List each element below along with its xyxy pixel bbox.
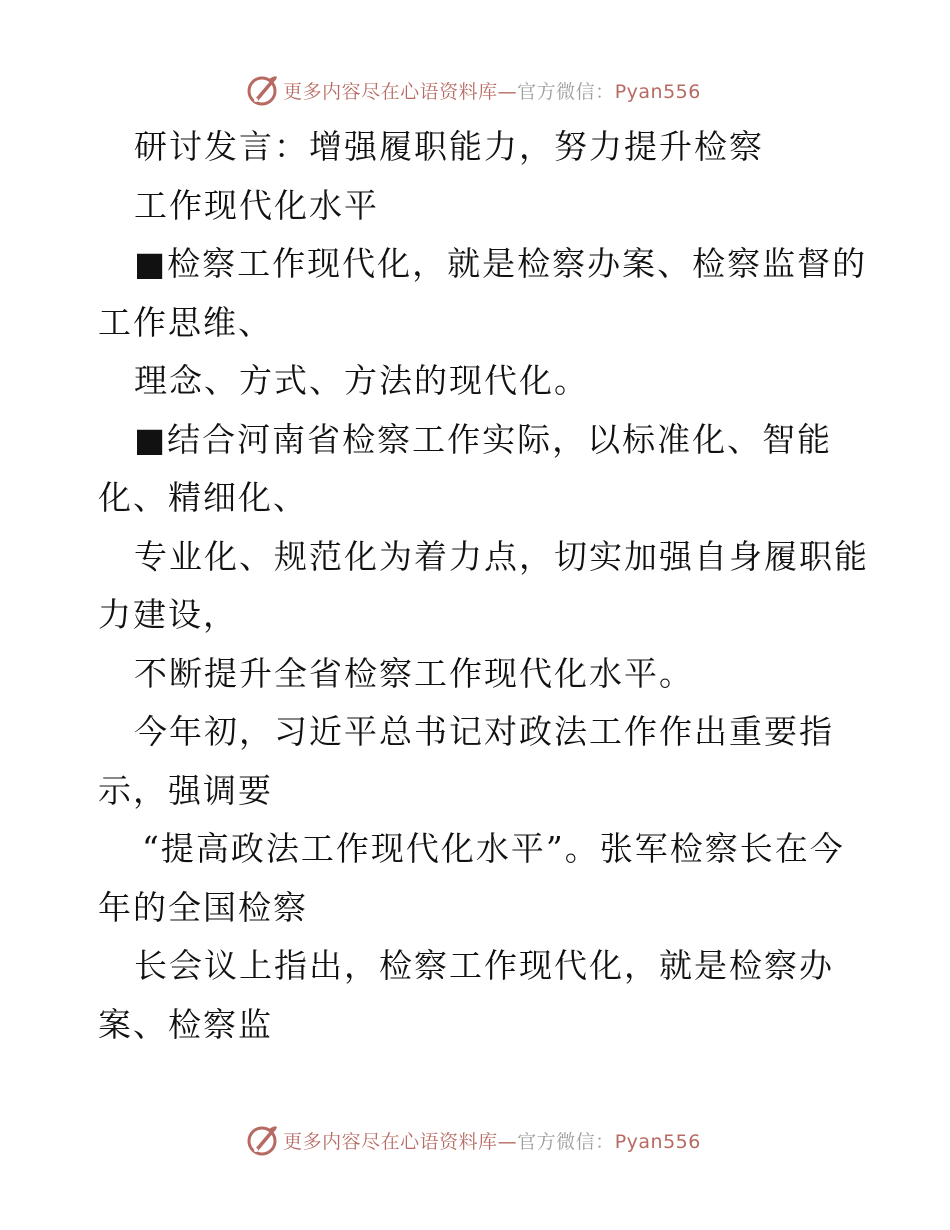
quill-logo-icon xyxy=(245,1123,279,1157)
header-banner xyxy=(0,68,950,112)
paragraph-line: 今年初，习近平总书记对政法工作作出重要指 xyxy=(134,712,834,751)
header-banner-text xyxy=(283,77,701,104)
paragraph-line: ■检察工作现代化，就是检察办案、检察监督的 xyxy=(134,244,868,283)
header-banner-title: 更多内容尽在心语资料库— xyxy=(283,80,518,103)
paragraph-line: 力建设， xyxy=(98,595,238,634)
paragraph-line: ■结合河南省检察工作实际，以标准化、智能 xyxy=(134,419,833,459)
title-line-1: 研讨发言：增强履职能力，努力提升检察 xyxy=(134,127,764,166)
footer-banner-title: 更多内容尽在心语资料库— xyxy=(283,1130,518,1153)
paragraph-line: 案、检察监 xyxy=(98,1004,273,1044)
document-body xyxy=(98,118,869,1054)
header-wechat-label: 官方微信： xyxy=(517,80,615,103)
paragraph-line: 年的全国检察 xyxy=(98,887,308,927)
paragraph-line: 专业化、规范化为着力点，切实加强自身履职能 xyxy=(134,536,869,576)
paragraph-line: 理念、方式、方法的现代化。 xyxy=(134,361,589,400)
paragraph-line: 长会议上指出，检察工作现代化，就是检察办 xyxy=(134,946,834,985)
paragraph-line: 化、精细化、 xyxy=(98,478,308,517)
paragraph-line: “提高政法工作现代化水平”。张军检察长在今 xyxy=(142,829,845,868)
paragraph-line: 工作思维、 xyxy=(98,302,273,342)
footer-banner-text xyxy=(283,1127,701,1154)
paragraph-line: 示，强调要 xyxy=(98,770,273,810)
quill-logo-icon xyxy=(245,73,279,107)
footer-banner xyxy=(0,1118,950,1162)
header-wechat-account: Pyan556 xyxy=(614,80,701,103)
paragraph-line: 不断提升全省检察工作现代化水平。 xyxy=(134,653,694,693)
footer-wechat-label: 官方微信： xyxy=(517,1130,615,1153)
footer-wechat-account: Pyan556 xyxy=(614,1130,701,1153)
title-line-2: 工作现代化水平 xyxy=(134,185,379,225)
